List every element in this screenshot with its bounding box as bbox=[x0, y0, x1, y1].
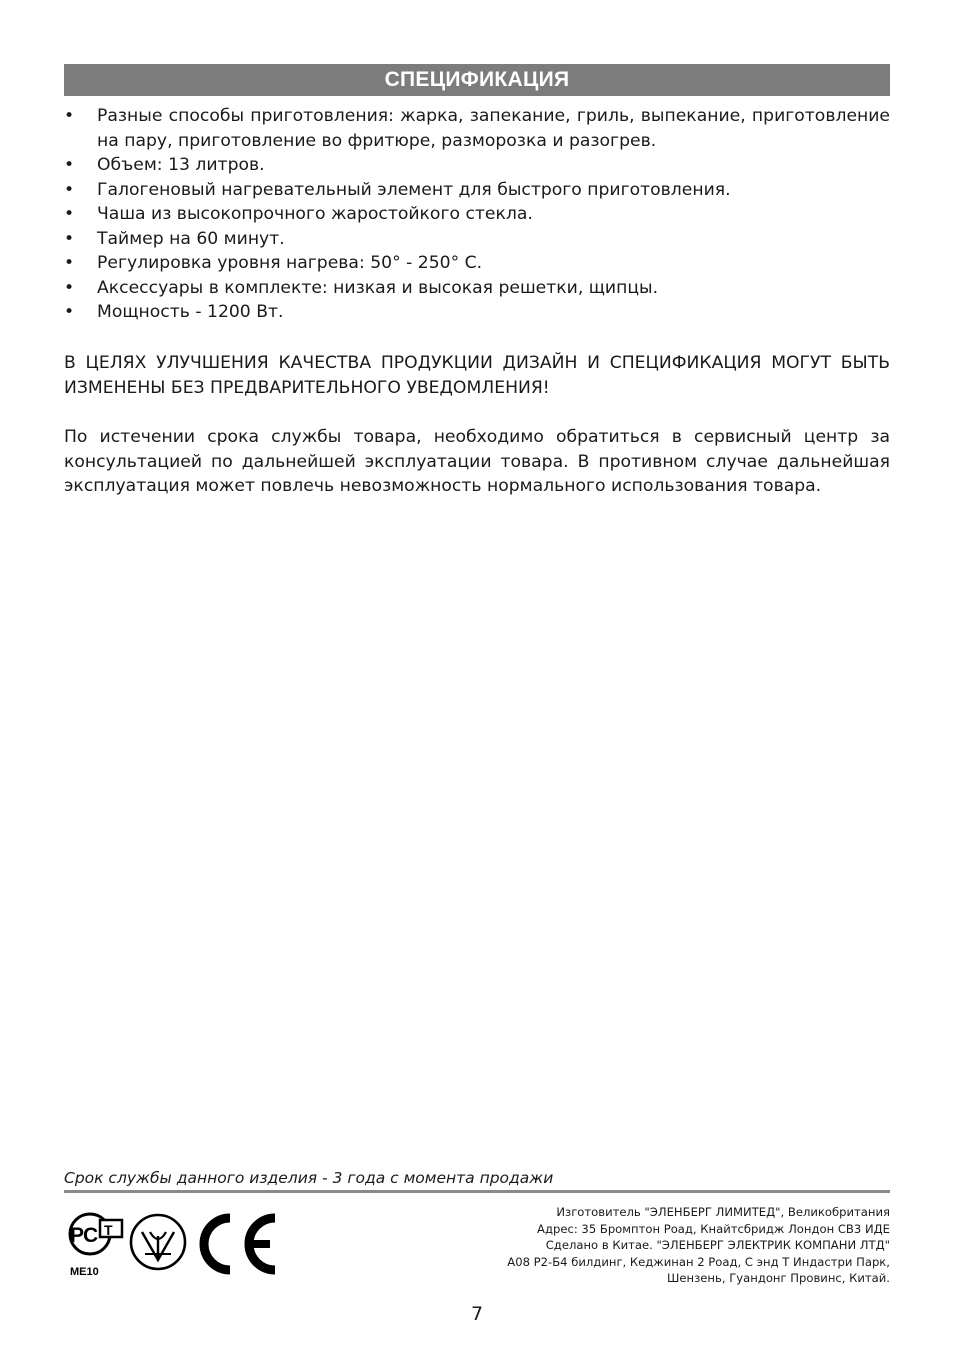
spec-item bbox=[64, 202, 890, 227]
bullet-icon: • bbox=[64, 179, 75, 200]
bullet-icon: • bbox=[64, 253, 75, 273]
spec-item bbox=[64, 178, 890, 203]
spec-item-text: Мощность - 1200 Вт. bbox=[97, 302, 284, 322]
bullet-icon: • bbox=[64, 106, 75, 126]
service-life-statement: Срок службы данного изделия - 3 года с момента продажи bbox=[64, 1169, 554, 1187]
bullet-icon: • bbox=[64, 155, 75, 175]
spec-item-text: Регулировка уровня нагрева: 50° - 250° С. bbox=[97, 253, 483, 273]
certification-marks bbox=[62, 1208, 282, 1280]
manufacturer-line: Сделано в Китае. "ЭЛЕНБЕРГ ЭЛЕКТРИК КОМПАНИ ЛТД" bbox=[545, 1238, 890, 1252]
spec-item-text: Чаша из высокопрочного жаростойкого стекла. bbox=[97, 204, 533, 224]
manufacturer-line: Изготовитель "ЭЛЕНБЕРГ ЛИМИТЕД", Великобритания bbox=[556, 1205, 890, 1219]
manufacturer-line: Шензень, Гуандонг Провинс, Китай. bbox=[667, 1271, 890, 1285]
spec-item bbox=[64, 227, 890, 252]
ukrsepro-mark-icon bbox=[131, 1215, 185, 1269]
page-number: 7 bbox=[470, 1303, 484, 1325]
bullet-icon: • bbox=[64, 302, 75, 322]
section-title-bar bbox=[64, 64, 890, 96]
spec-item bbox=[64, 251, 890, 276]
spec-item bbox=[64, 300, 890, 325]
design-change-notice: В ЦЕЛЯХ УЛУЧШЕНИЯ КАЧЕСТВА ПРОДУКЦИИ ДИЗАЙН И СПЕЦИФИКАЦИЯ МОГУТ БЫТЬ ИЗМЕНЕНЫ БЕЗ ПРЕДВАРИТЕЛЬНОГО УВЕДОМЛЕНИЯ! bbox=[64, 353, 890, 398]
manufacturer-line: А08 Р2-Б4 билдинг, Кеджинан 2 Роад, С энд Т Индастри Парк, bbox=[507, 1254, 890, 1269]
svg-text:T: T bbox=[104, 1222, 113, 1238]
svg-text:C: C bbox=[83, 1224, 99, 1247]
spec-item-text: Разные способы приготовления: жарка, запекание, гриль, выпекание, приготовление на пару, приготовление во фритюре, разморозка и разогрев. bbox=[97, 106, 890, 151]
spec-item-text: Галогеновый нагревательный элемент для быстрого приготовления. bbox=[97, 179, 731, 200]
bullet-icon: • bbox=[64, 228, 75, 249]
bullet-icon: • bbox=[64, 204, 75, 224]
spec-item bbox=[64, 276, 890, 301]
pct-certification-icon bbox=[70, 1214, 122, 1278]
ce-mark-icon bbox=[204, 1218, 275, 1270]
section-title: СПЕЦИФИКАЦИЯ bbox=[384, 68, 570, 91]
manufacturer-info bbox=[430, 1204, 890, 1287]
spec-item-text: Таймер на 60 минут. bbox=[97, 228, 285, 249]
bullet-icon: • bbox=[64, 277, 75, 298]
spec-item bbox=[64, 104, 890, 153]
spec-item-text: Аксессуары в комплекте: низкая и высокая решетки, щипцы. bbox=[97, 277, 659, 298]
manufacturer-line: Адрес: 35 Бромптон Роад, Кнайтсбридж Лондон СВ3 ИДЕ bbox=[537, 1221, 890, 1236]
svg-text:P: P bbox=[70, 1224, 85, 1247]
spec-item-text: Объем: 13 литров. bbox=[97, 155, 265, 175]
spec-list bbox=[64, 104, 890, 325]
certification-code: ME10 bbox=[70, 1266, 99, 1278]
service-life-notice: По истечении срока службы товара, необходимо обратиться в сервисный центр за консультацией по дальнейшей эксплуатации товара. В противном случае дальнейшая эксплуатация может повлечь невозможность нормального использования товара. bbox=[64, 427, 890, 496]
spec-item bbox=[64, 153, 890, 178]
footer-divider bbox=[64, 1190, 890, 1193]
